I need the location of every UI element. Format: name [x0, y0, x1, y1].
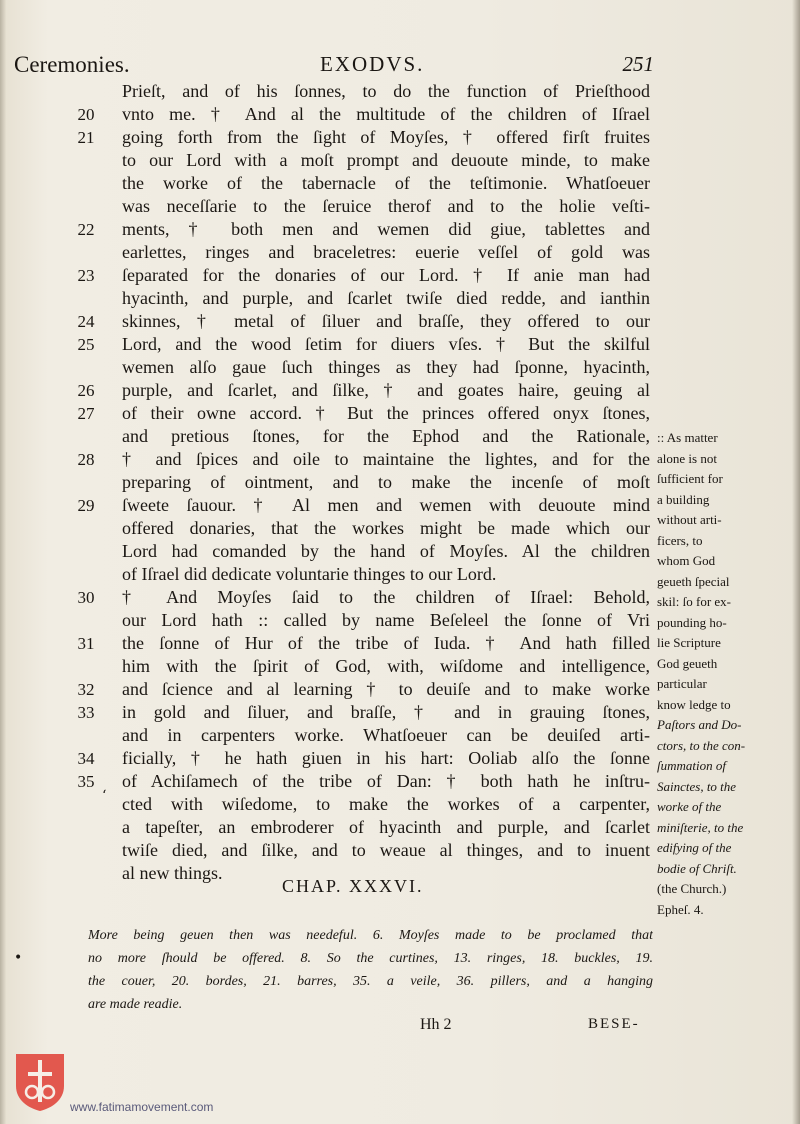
text-line: [0, 103, 800, 126]
line-text: a tapeſter, an embroderer of hyacinth and purple, and ſcarlet: [122, 817, 650, 837]
text-line: [0, 195, 800, 218]
margin-note-line: geueth ſpecial: [657, 573, 730, 589]
argument-line: More being geuen then was needeful. 6. Moyſes made to be proclamed that: [88, 928, 653, 943]
text-line: [0, 149, 800, 172]
margin-note-line: particular: [657, 676, 707, 691]
text-line: [0, 264, 800, 287]
line-text: skinnes, † metal of ſiluer and braſſe, they offered to our: [122, 311, 650, 331]
margin-note-line: Sainctes, to the: [657, 778, 737, 794]
margin-note-line: know ledge to: [657, 696, 731, 712]
text-line: [0, 356, 800, 379]
verse-number: 25: [77, 335, 95, 354]
verse-number: 27: [77, 404, 95, 423]
text-line: [0, 333, 800, 356]
catchword: BESE-: [588, 1016, 640, 1032]
watermark-url: www.fatimamovement.com: [70, 1100, 214, 1114]
line-text: ſweete ſauour. † Al men and wemen with deuoute mind: [122, 495, 650, 515]
line-text: our Lord hath :: called by name Beſeleel the ſonne of Vri: [122, 610, 650, 630]
margin-note-line: skil: ſo for ex-: [657, 594, 732, 609]
margin-note-line: ctors, to the con-: [657, 737, 746, 753]
line-text: the worke of the tabernacle of the teſtimonie. Whatſoeuer: [122, 173, 650, 193]
margin-note-line: ficers, to: [657, 532, 703, 548]
line-text: Lord, and the wood ſetim for diuers vſes. † But the skilful: [122, 334, 650, 354]
line-text: was neceſſarie to the ſeruice therof and to the holie veſti-: [122, 196, 650, 216]
shield-logo-icon: [14, 1052, 66, 1112]
verse-number: 21: [77, 128, 95, 147]
margin-note-line: Epheſ. 4.: [657, 901, 704, 917]
line-text: cted with wiſedome, to make the workes of a carpenter,: [122, 794, 650, 814]
line-text: earlettes, ringes and braceletres: euerie veſſel of gold was: [122, 242, 650, 262]
margin-note-line: ſufficient for: [657, 471, 723, 486]
line-text: and in carpenters worke. Whatſoeuer can be deuiſed arti-: [122, 725, 650, 745]
verse-number: 34: [77, 749, 95, 768]
running-head: [14, 52, 654, 80]
argument-line: are made readie.: [88, 997, 183, 1012]
line-text: purple, and ſcarlet, and ſilke, † and goates haire, geuing al: [122, 380, 650, 400]
text-line: [0, 379, 800, 402]
running-head-section: Ceremonies.: [14, 52, 130, 77]
verse-number: 23: [77, 266, 95, 285]
line-text: to our Lord with a moſt prompt and deuoute minde, to make: [122, 150, 650, 170]
text-line: [0, 172, 800, 195]
line-text: of Achiſamech of the tribe of Dan: † both hath he inſtru-: [122, 771, 650, 791]
line-text: offered donaries, that the workes might be made which our: [122, 518, 650, 538]
verse-number: 33: [77, 703, 95, 722]
margin-note-line: God geueth: [657, 655, 718, 671]
line-text: twiſe died, and ſilke, and to weaue al thinges, and to inuent: [122, 840, 650, 860]
verse-number: 31: [77, 634, 95, 653]
line-text: ficially, † he hath giuen in his hart: Ooliab alſo the ſonne: [122, 748, 650, 768]
margin-note-line: whom God: [657, 553, 716, 568]
verse-number: 35: [77, 772, 95, 791]
line-text: hyacinth, and purple, and ſcarlet twiſe died redde, and ianthin: [122, 288, 650, 308]
margin-note-line: lie Scripture: [657, 635, 721, 650]
verse-number: 22: [77, 220, 95, 239]
margin-note-line: bodie of Chriſt.: [657, 860, 737, 876]
verse-number: 28: [77, 450, 95, 469]
line-text: al new things.: [122, 863, 223, 883]
verse-number: 29: [77, 496, 95, 515]
verse-number: 20: [77, 105, 95, 124]
verse-number: 26: [77, 381, 95, 400]
line-text: going forth from the ſight of Moyſes, † offered firſt fruites: [122, 127, 650, 147]
text-line: [0, 402, 800, 425]
line-text: † And Moyſes ſaid to the children of Iſrael: Behold,: [122, 587, 650, 607]
line-text: wemen alſo gaue ſuch thinges as they had ſponne, hyacinth,: [122, 357, 650, 377]
margin-note-line: a building: [657, 491, 710, 507]
line-text: him with the ſpirit of God, with, wiſdome and intelligence,: [122, 656, 650, 676]
line-text: Prieſt, and of his ſonnes, to do the function of Prieſthood: [122, 81, 650, 101]
margin-bullet: •: [14, 950, 23, 966]
text-line: [0, 241, 800, 264]
margin-note-line: :: As matter: [657, 430, 718, 445]
line-text: ments, † both men and wemen did giue, tablettes and: [122, 219, 650, 239]
line-text: ſeparated for the donaries of our Lord. † If anie man had: [122, 265, 650, 285]
signature-mark: Hh 2: [420, 1016, 452, 1033]
line-text: of their owne accord. † But the princes offered onyx ſtones,: [122, 403, 650, 423]
margin-note-line: miniſterie, to the: [657, 819, 744, 835]
text-line: [0, 126, 800, 149]
verse-number: 30: [77, 588, 95, 607]
line-text: Lord had comanded by the hand of Moyſes. Al the children: [122, 541, 650, 561]
page-number: 251: [622, 52, 654, 76]
margin-note-line: Paſtors and Do-: [657, 717, 742, 732]
line-text: the ſonne of Hur of the tribe of Iuda. † And hath filled: [122, 633, 650, 653]
margin-note-line: (the Church.): [657, 881, 727, 896]
line-text: preparing of ointment, and to make the incenſe of moſt: [122, 472, 650, 492]
argument-line: no more ſhould be offered. 8. So the curtines, 13. ringes, 18. buckles, 19.: [88, 951, 653, 966]
text-line: [0, 287, 800, 310]
margin-note-line: pounding ho-: [657, 614, 727, 630]
verse-number: 24: [77, 312, 95, 331]
margin-note-line: without arti-: [657, 512, 722, 527]
line-text: and pretious ſtones, for the Ephod and the Rationale,: [122, 426, 650, 446]
margin-note-line: alone is not: [657, 450, 717, 466]
margin-tick: ʻ: [102, 788, 107, 804]
text-line: [0, 218, 800, 241]
margin-note-line: ſummation of: [657, 758, 726, 773]
verse-number: 32: [77, 680, 95, 699]
line-text: of Iſrael did dedicate voluntarie thinges to our Lord.: [122, 564, 497, 584]
text-line: [0, 310, 800, 333]
line-text: vnto me. † And al the multitude of the children of Iſrael: [122, 104, 650, 124]
line-text: † and ſpices and oile to maintaine the lightes, and for the: [122, 449, 650, 469]
chapter-title: CHAP. XXXVI.: [282, 876, 424, 896]
margin-note-line: worke of the: [657, 799, 722, 814]
margin-note-line: edifying of the: [657, 840, 732, 855]
running-head-book: EXODVS.: [320, 52, 425, 76]
line-text: and ſcience and al learning † to deuiſe and to make worke: [122, 679, 650, 699]
line-text: in gold and ſiluer, and braſſe, † and in grauing ſtones,: [122, 702, 650, 722]
text-line: [0, 80, 800, 103]
argument-line: the couer, 20. bordes, 21. barres, 35. a veile, 36. pillers, and a hanging: [88, 974, 653, 989]
